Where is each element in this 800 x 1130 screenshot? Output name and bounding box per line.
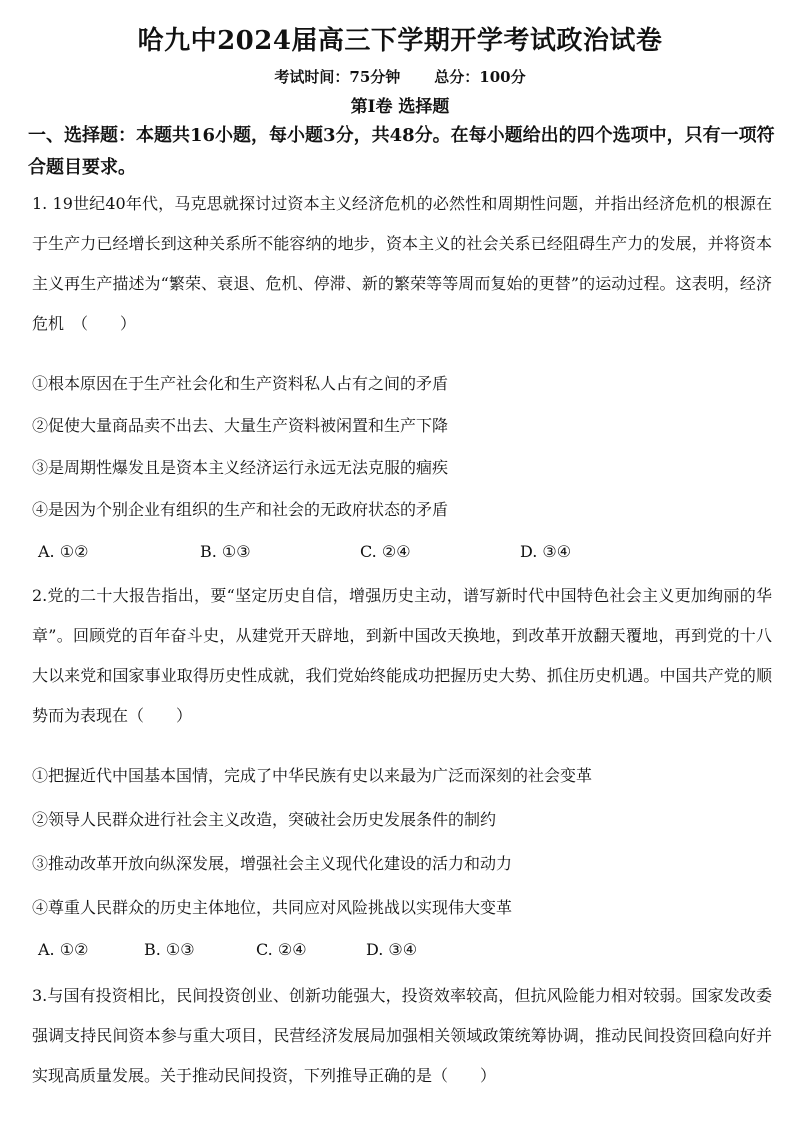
question-1-option-1: ①根本原因在于生产社会化和生产资料私人占有之间的矛盾 bbox=[32, 374, 449, 393]
question-1-option-3: ③是周期性爆发且是资本主义经济运行永远无法克服的痼疾 bbox=[32, 458, 449, 477]
question-1-answer-c: C. ②④ bbox=[360, 542, 411, 561]
question-2-option-1: ①把握近代中国基本国情，完成了中华民族有史以来最为广泛而深刻的社会变革 bbox=[32, 766, 593, 785]
total-score: 总分：100分 bbox=[434, 68, 526, 86]
question-3-stem: 3.与国有投资相比，民间投资创业、创新功能强大，投资效率较高，但抗风险能力相对较弱。国家发改委强调支持民间资本参与重大项目，民营经济发展局加强相关领域政策统筹协调，推动民间投资回稳向好并实现高质量发展。关于推动民间投资，下列推导正确的是（ ） bbox=[32, 986, 772, 1085]
exam-title: 哈九中2024届高三下学期开学考试政治试卷 bbox=[137, 26, 663, 56]
exam-time: 考试时间：75分钟 bbox=[274, 68, 401, 86]
question-2-answer-c: C. ②④ bbox=[256, 940, 307, 959]
question-2-option-3: ③推动改革开放向纵深发展，增强社会主义现代化建设的活力和动力 bbox=[32, 854, 513, 873]
volume-heading: 第Ⅰ卷 选择题 bbox=[350, 97, 450, 117]
section-heading: 一、选择题：本题共16小题，每小题3分，共48分。在每小题给出的四个选项中，只有一项符合题目要求。 bbox=[28, 125, 775, 178]
question-2-answer-d: D. ③④ bbox=[366, 940, 418, 959]
exam-meta bbox=[0, 66, 800, 87]
question-2-stem: 2.党的二十大报告指出，要“坚定历史自信，增强历史主动，谱写新时代中国特色社会主义更加绚丽的华章”。回顾党的百年奋斗史，从建党开天辟地，到新中国改天换地，到改革开放翻天覆地，再到党的十八大以来党和国家事业取得历史性成就，我们党始终能成功把握历史大势、抓住历史机遇。中国共产党的顺势而为表现在（ ） bbox=[32, 586, 772, 725]
question-1-answer-a: A. ①② bbox=[38, 542, 89, 561]
question-1-option-2: ②促使大量商品卖不出去、大量生产资料被闲置和生产下降 bbox=[32, 416, 449, 435]
question-1-answer-d: D. ③④ bbox=[520, 542, 572, 561]
question-2-answer-b: B. ①③ bbox=[144, 940, 195, 959]
question-1-option-4: ④是因为个别企业有组织的生产和社会的无政府状态的矛盾 bbox=[32, 500, 449, 519]
question-1-answer-b: B. ①③ bbox=[200, 542, 251, 561]
question-2-option-4: ④尊重人民群众的历史主体地位，共同应对风险挑战以实现伟大变革 bbox=[32, 898, 513, 917]
question-1-stem: 1. 19世纪40年代，马克思就探讨过资本主义经济危机的必然性和周期性问题，并指出经济危机的根源在于生产力已经增长到这种关系所不能容纳的地步，资本主义的社会关系已经阻碍生产力的发展，并将资本主义再生产描述为“繁荣、衰退、危机、停滞、新的繁荣等等周而复始的更替”的运动过程。这表明，经济危机 （ ） bbox=[32, 194, 772, 333]
question-2-answer-a: A. ①② bbox=[38, 940, 89, 959]
question-2-option-2: ②领导人民群众进行社会主义改造，突破社会历史发展条件的制约 bbox=[32, 810, 497, 829]
